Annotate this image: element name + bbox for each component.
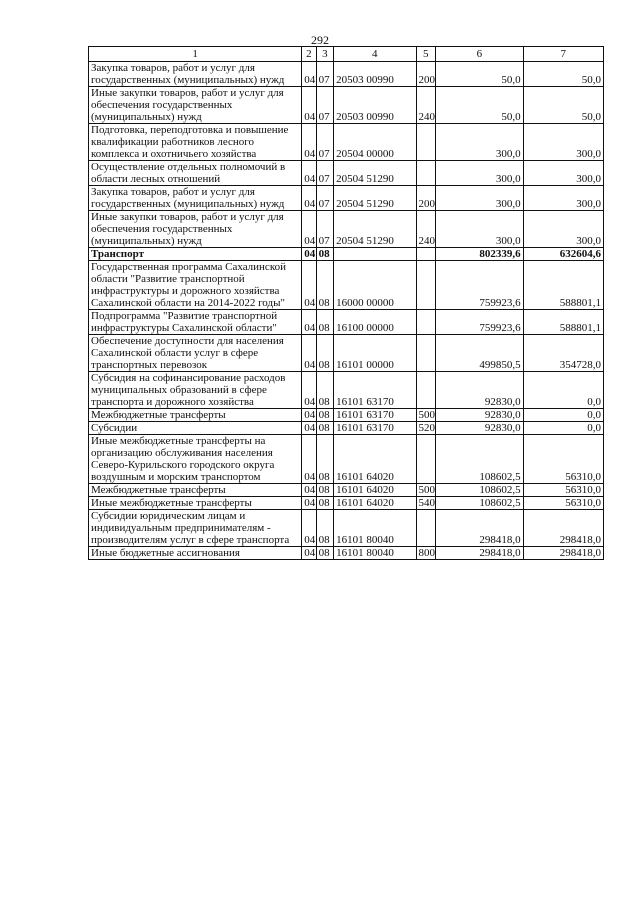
expense-type-cell: 500 <box>416 484 436 497</box>
target-article-cell: 16101 80040 <box>334 510 416 547</box>
amount-year1-cell: 108602,5 <box>436 435 524 484</box>
target-article-cell: 16100 00000 <box>334 310 416 335</box>
target-article-cell: 20503 00990 <box>334 62 416 87</box>
amount-year2-cell: 0,0 <box>523 409 603 422</box>
section-code-cell: 04 <box>302 484 316 497</box>
section-code-cell: 04 <box>302 62 316 87</box>
row-name-cell: Субсидии <box>89 422 302 435</box>
subsection-code-cell: 08 <box>316 422 334 435</box>
column-header: 5 <box>416 47 436 62</box>
target-article-cell: 16101 64020 <box>334 484 416 497</box>
amount-year1-cell: 802339,6 <box>436 248 524 261</box>
amount-year1-cell: 300,0 <box>436 186 524 211</box>
target-article-cell <box>334 248 416 261</box>
column-header: 6 <box>436 47 524 62</box>
section-code-cell: 04 <box>302 211 316 248</box>
section-code-cell: 04 <box>302 510 316 547</box>
amount-year2-cell: 300,0 <box>523 124 603 161</box>
amount-year1-cell: 108602,5 <box>436 497 524 510</box>
table-row <box>89 335 604 372</box>
amount-year1-cell: 50,0 <box>436 87 524 124</box>
amount-year1-cell: 92830,0 <box>436 409 524 422</box>
expense-type-cell <box>416 435 436 484</box>
target-article-cell: 16101 00000 <box>334 335 416 372</box>
expense-type-cell: 240 <box>416 211 436 248</box>
amount-year2-cell: 298418,0 <box>523 547 603 560</box>
amount-year2-cell: 588801,1 <box>523 310 603 335</box>
column-header: 1 <box>89 47 302 62</box>
amount-year1-cell: 759923,6 <box>436 261 524 310</box>
subsection-code-cell: 07 <box>316 87 334 124</box>
row-name-cell: Иные бюджетные ассигнования <box>89 547 302 560</box>
expense-type-cell <box>416 310 436 335</box>
row-name-cell: Закупка товаров, работ и услуг для государственных (муниципальных) нужд <box>89 186 302 211</box>
row-name-cell: Подготовка, переподготовка и повышение квалификации работников лесного комплекса и охотничьего хозяйства <box>89 124 302 161</box>
expense-type-cell: 520 <box>416 422 436 435</box>
row-name-cell: Субсидия на софинансирование расходов муниципальных образований в сфере транспорта и дорожного хозяйства <box>89 372 302 409</box>
target-article-cell: 16101 80040 <box>334 547 416 560</box>
amount-year2-cell: 588801,1 <box>523 261 603 310</box>
subsection-code-cell: 08 <box>316 409 334 422</box>
amount-year1-cell: 499850,5 <box>436 335 524 372</box>
section-code-cell: 04 <box>302 248 316 261</box>
expense-type-cell <box>416 261 436 310</box>
table-row <box>89 409 604 422</box>
table-row <box>89 547 604 560</box>
expense-type-cell: 540 <box>416 497 436 510</box>
expense-type-cell <box>416 372 436 409</box>
target-article-cell: 20504 51290 <box>334 211 416 248</box>
budget-table <box>88 46 604 560</box>
section-code-cell: 04 <box>302 310 316 335</box>
table-row <box>89 435 604 484</box>
table-row <box>89 484 604 497</box>
section-code-cell: 04 <box>302 124 316 161</box>
row-name-cell: Межбюджетные трансферты <box>89 409 302 422</box>
subsection-code-cell: 08 <box>316 547 334 560</box>
row-name-cell: Иные закупки товаров, работ и услуг для обеспечения государственных (муниципальных) нужд <box>89 87 302 124</box>
target-article-cell: 16101 63170 <box>334 422 416 435</box>
expense-type-cell <box>416 248 436 261</box>
subsection-code-cell: 07 <box>316 186 334 211</box>
table-row <box>89 248 604 261</box>
amount-year1-cell: 50,0 <box>436 62 524 87</box>
section-code-cell: 04 <box>302 372 316 409</box>
subsection-code-cell: 08 <box>316 510 334 547</box>
expense-type-cell: 800 <box>416 547 436 560</box>
table-row <box>89 497 604 510</box>
subsection-code-cell: 08 <box>316 372 334 409</box>
amount-year1-cell: 92830,0 <box>436 422 524 435</box>
table-row <box>89 124 604 161</box>
expense-type-cell <box>416 161 436 186</box>
expense-type-cell: 200 <box>416 186 436 211</box>
row-name-cell: Государственная программа Сахалинской области "Развитие транспортной инфраструктуры и дорожного хозяйства Сахалинской области на 2014-2022 годы" <box>89 261 302 310</box>
table-row <box>89 161 604 186</box>
amount-year1-cell: 300,0 <box>436 211 524 248</box>
section-code-cell: 04 <box>302 422 316 435</box>
column-header: 3 <box>316 47 334 62</box>
table-row <box>89 310 604 335</box>
row-name-cell: Закупка товаров, работ и услуг для государственных (муниципальных) нужд <box>89 62 302 87</box>
subsection-code-cell: 08 <box>316 335 334 372</box>
row-name-cell: Межбюджетные трансферты <box>89 484 302 497</box>
amount-year1-cell: 298418,0 <box>436 510 524 547</box>
section-code-cell: 04 <box>302 261 316 310</box>
amount-year2-cell: 298418,0 <box>523 510 603 547</box>
section-code-cell: 04 <box>302 161 316 186</box>
row-name-cell: Иные межбюджетные трансферты <box>89 497 302 510</box>
amount-year2-cell: 56310,0 <box>523 435 603 484</box>
amount-year2-cell: 56310,0 <box>523 497 603 510</box>
amount-year2-cell: 300,0 <box>523 161 603 186</box>
amount-year2-cell: 56310,0 <box>523 484 603 497</box>
row-name-cell: Транспорт <box>89 248 302 261</box>
column-header: 4 <box>334 47 416 62</box>
expense-type-cell: 240 <box>416 87 436 124</box>
expense-type-cell: 500 <box>416 409 436 422</box>
target-article-cell: 20504 51290 <box>334 186 416 211</box>
row-name-cell: Обеспечение доступности для населения Сахалинской области услуг в сфере транспортных перевозок <box>89 335 302 372</box>
subsection-code-cell: 08 <box>316 484 334 497</box>
amount-year2-cell: 50,0 <box>523 87 603 124</box>
subsection-code-cell: 08 <box>316 497 334 510</box>
section-code-cell: 04 <box>302 435 316 484</box>
row-name-cell: Подпрограмма "Развитие транспортной инфраструктуры Сахалинской области" <box>89 310 302 335</box>
subsection-code-cell: 08 <box>316 261 334 310</box>
amount-year1-cell: 108602,5 <box>436 484 524 497</box>
column-header: 2 <box>302 47 316 62</box>
amount-year1-cell: 298418,0 <box>436 547 524 560</box>
section-code-cell: 04 <box>302 409 316 422</box>
expense-type-cell <box>416 510 436 547</box>
target-article-cell: 16101 63170 <box>334 372 416 409</box>
amount-year1-cell: 300,0 <box>436 161 524 186</box>
table-row <box>89 510 604 547</box>
amount-year2-cell: 354728,0 <box>523 335 603 372</box>
subsection-code-cell: 08 <box>316 248 334 261</box>
section-code-cell: 04 <box>302 497 316 510</box>
subsection-code-cell: 07 <box>316 211 334 248</box>
subsection-code-cell: 07 <box>316 124 334 161</box>
row-name-cell: Субсидии юридическим лицам и индивидуальным предпринимателям - производителям услуг в сфере транспорта <box>89 510 302 547</box>
row-name-cell: Иные закупки товаров, работ и услуг для обеспечения государственных (муниципальных) нужд <box>89 211 302 248</box>
table-row <box>89 261 604 310</box>
table-row <box>89 211 604 248</box>
section-code-cell: 04 <box>302 335 316 372</box>
amount-year2-cell: 0,0 <box>523 372 603 409</box>
expense-type-cell <box>416 335 436 372</box>
amount-year2-cell: 50,0 <box>523 62 603 87</box>
section-code-cell: 04 <box>302 547 316 560</box>
row-name-cell: Иные межбюджетные трансферты на организацию обслуживания населения Северо-Курильского городского округа воздушным и морским транспортом <box>89 435 302 484</box>
target-article-cell: 16101 64020 <box>334 435 416 484</box>
page-number: 292 <box>311 33 329 47</box>
subsection-code-cell: 08 <box>316 310 334 335</box>
table-row <box>89 87 604 124</box>
section-code-cell: 04 <box>302 87 316 124</box>
table-header-row <box>89 47 604 62</box>
target-article-cell: 16101 64020 <box>334 497 416 510</box>
target-article-cell: 20503 00990 <box>334 87 416 124</box>
subsection-code-cell: 08 <box>316 435 334 484</box>
subsection-code-cell: 07 <box>316 161 334 186</box>
target-article-cell: 16101 63170 <box>334 409 416 422</box>
table-row <box>89 372 604 409</box>
section-code-cell: 04 <box>302 186 316 211</box>
subsection-code-cell: 07 <box>316 62 334 87</box>
amount-year2-cell: 632604,6 <box>523 248 603 261</box>
column-header: 7 <box>523 47 603 62</box>
row-name-cell: Осуществление отдельных полномочий в области лесных отношений <box>89 161 302 186</box>
amount-year2-cell: 300,0 <box>523 211 603 248</box>
amount-year1-cell: 759923,6 <box>436 310 524 335</box>
target-article-cell: 20504 00000 <box>334 124 416 161</box>
table-row <box>89 422 604 435</box>
table-row <box>89 62 604 87</box>
target-article-cell: 20504 51290 <box>334 161 416 186</box>
expense-type-cell <box>416 124 436 161</box>
amount-year2-cell: 300,0 <box>523 186 603 211</box>
amount-year1-cell: 300,0 <box>436 124 524 161</box>
expense-type-cell: 200 <box>416 62 436 87</box>
table-row <box>89 186 604 211</box>
amount-year2-cell: 0,0 <box>523 422 603 435</box>
target-article-cell: 16000 00000 <box>334 261 416 310</box>
amount-year1-cell: 92830,0 <box>436 372 524 409</box>
